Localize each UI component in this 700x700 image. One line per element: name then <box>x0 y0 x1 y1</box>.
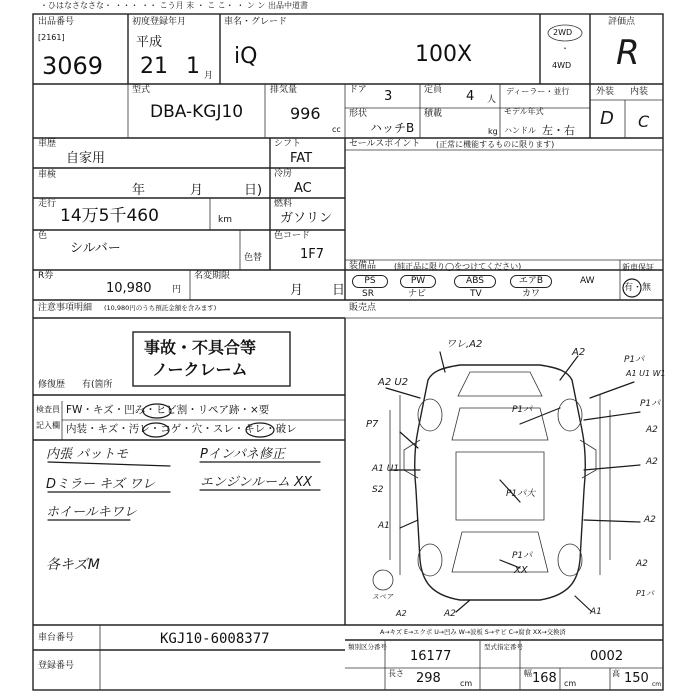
mark-17: P1パ <box>512 551 533 561</box>
displacement-unit: cc <box>332 125 341 134</box>
registration-month: 1 <box>186 54 200 79</box>
recycle-sub: (10,980円のうち預託金額を含みます) <box>104 304 217 312</box>
mark-1: ワレ,A2 <box>446 339 483 350</box>
mark-23: A2 <box>396 609 407 618</box>
color-code: 1F7 <box>300 247 325 262</box>
new-car-label: 新車保証 <box>622 263 654 272</box>
grade-value: R <box>616 33 640 73</box>
dealer-label: ディーラー・並行 <box>506 87 570 96</box>
car-grade: 100X <box>415 42 473 67</box>
dealer-notes-label: 販売点 <box>349 303 377 313</box>
equip-pw: PW <box>400 275 436 288</box>
aircon-value: AC <box>294 181 312 196</box>
sales-point-label: セールスポイント <box>349 139 421 149</box>
mark-2: A2 <box>572 347 586 358</box>
registration-month-unit: 月 <box>204 71 214 81</box>
stamp-line1: 事故・不具合等 <box>144 338 257 357</box>
fuel-value: ガソリン <box>280 211 333 226</box>
mark-8: P7 <box>366 419 379 430</box>
displacement-value: 996 <box>290 104 321 123</box>
color-label: 色 <box>38 231 48 241</box>
stamp-line2: ノークレーム <box>152 360 248 379</box>
inspector-label2: 記入欄 <box>36 421 60 430</box>
inspector-label1: 検査員 <box>36 405 60 414</box>
interior-label: 内装 <box>630 87 649 97</box>
inspection-label: 車検 <box>38 170 57 180</box>
type-label: 型式指定番号 <box>484 643 523 651</box>
grade-label: 評価点 <box>608 17 636 27</box>
equipment-note: (純正品に限り◯をつけてください) <box>394 262 522 271</box>
recycle-unit: 円 <box>172 285 182 295</box>
load-label: 積載 <box>424 109 443 119</box>
displacement-label: 排気量 <box>270 85 298 95</box>
capacity-unit: 人 <box>487 95 497 105</box>
shape-label: 形状 <box>349 109 368 119</box>
car-damage-diagram <box>373 352 640 612</box>
mark-6: P1パ <box>512 405 533 415</box>
inspection-day-unit: 日) <box>244 183 263 198</box>
equip-navi: ナビ <box>408 289 427 299</box>
meigi-label: 名変期限 <box>194 271 231 281</box>
mileage-label: 走行 <box>38 199 57 209</box>
damage-legend: A→キズ E→エクボ U→凹み W→波板 S→サビ C→腐食 XX→交換済 <box>380 629 566 636</box>
mileage-unit: km <box>218 215 232 225</box>
inspection-year-unit: 年 <box>132 183 146 198</box>
equip-sr: SR <box>362 289 374 299</box>
inspection-month-unit: 月 <box>190 183 204 198</box>
mark-5: A2 U2 <box>378 377 409 388</box>
registration-label: 初度登録年月 <box>132 17 187 27</box>
drive-dot: ・ <box>561 44 569 53</box>
length-label: 長さ <box>388 669 404 678</box>
new-car-options: 有・無 <box>624 283 652 293</box>
equipment-label: 装備品 <box>349 261 377 271</box>
car-name-label: 車名・グレード <box>224 17 288 27</box>
equip-tv: TV <box>470 289 482 299</box>
color-change-label: 色替 <box>244 253 263 263</box>
registration-year: 21 <box>140 54 168 79</box>
meigi-day: 日 <box>332 283 346 298</box>
recycle-value: 10,980 <box>106 281 152 296</box>
mark-19: スペア <box>372 593 393 601</box>
recycle-label: R券 <box>38 271 54 281</box>
shift-value: FAT <box>290 151 313 166</box>
drive-2wd: 2WD <box>553 28 573 37</box>
mark-16: A2 <box>636 559 648 569</box>
lot-label: 出品番号 <box>38 17 75 27</box>
reg-number-label: 登録番号 <box>38 661 75 671</box>
registration-era: 平成 <box>136 35 163 50</box>
mileage-value: 14万5千460 <box>60 206 159 226</box>
mark-9: A2 <box>646 425 658 435</box>
lot-number: 3069 <box>42 52 104 80</box>
mark-15: A1 <box>378 521 390 531</box>
handle-label: ハンドル <box>504 126 536 135</box>
chassis-value: KGJ10-6008377 <box>160 631 270 647</box>
drive-4wd: 4WD <box>552 61 572 70</box>
note-4: エンジンルーム XX <box>200 475 312 490</box>
load-unit: kg <box>488 127 498 136</box>
repair-label: 修復歴 <box>38 380 66 390</box>
mark-22: P1パ <box>636 589 654 598</box>
inspector-row1: FW・キズ・凹み・ヒビ割・リペア跡・×要 <box>66 404 270 416</box>
note-3: Dミラー キズ ワレ <box>46 477 156 492</box>
model-label: 型式 <box>132 85 151 95</box>
equip-abs: ABS <box>454 275 496 288</box>
width-label: 幅 <box>524 669 532 678</box>
mark-18: XX <box>514 565 528 576</box>
inspector-row2: 内装・キズ・汚レ・コゲ・穴・スレ・キレ・破レ <box>66 423 297 435</box>
mark-7: P1パ <box>640 399 661 409</box>
aircon-label: 冷房 <box>274 169 293 179</box>
height-unit: cm <box>652 681 662 688</box>
mark-21: A1 <box>590 607 602 617</box>
model-year-label: モデル年式 <box>504 107 544 116</box>
lot-sub: [2161] <box>38 33 65 42</box>
car-name: iQ <box>234 44 258 69</box>
code-label: 類別区分番号 <box>348 643 387 651</box>
mark-20: A2 <box>444 609 456 619</box>
repair-value: 有(箇所 <box>82 380 113 390</box>
note-6: 各キズM <box>46 557 100 573</box>
code-value: 16177 <box>410 649 452 664</box>
model-value: DBA-KGJ10 <box>150 102 244 122</box>
interior-grade: C <box>638 112 650 131</box>
fuel-label: 燃料 <box>274 199 293 209</box>
top-strip: ・ひはなさなさな・ ・・・ ・・ こう月 末 ・ こ こ・ ・ ン ン 出品中道書 <box>40 1 308 10</box>
shift-label: シフト <box>274 139 302 149</box>
meigi-month: 月 <box>290 283 304 298</box>
capacity-value: 4 <box>466 89 475 104</box>
width-value: 168 <box>532 671 557 686</box>
doors-value: 3 <box>384 89 393 104</box>
mark-13: A2 <box>646 457 658 467</box>
height-value: 150 <box>624 671 649 686</box>
note-5: ホイールキワレ <box>46 505 137 520</box>
color-code-label: 色コード <box>274 231 311 241</box>
length-unit: cm <box>460 679 473 688</box>
mark-4: A1 U1 W1 <box>626 369 666 378</box>
sales-point-note: (正常に機能するものに限ります) <box>436 140 555 149</box>
equip-ps: PS <box>352 275 388 288</box>
chassis-label: 車台番号 <box>38 633 75 643</box>
shape-value: ハッチB <box>370 121 415 135</box>
note-1: 内張 パットモ <box>46 447 129 462</box>
usage-value: 自家用 <box>66 151 106 166</box>
equip-leather: カワ <box>522 289 541 299</box>
other-label: 注意事項明細 <box>38 303 93 313</box>
mark-10: A1 U1 <box>372 464 400 474</box>
type-value: 0002 <box>590 649 624 664</box>
doors-label: ドア <box>349 85 367 95</box>
equip-aw: AW <box>580 276 595 286</box>
mark-14: A2 <box>644 515 656 525</box>
mark-3: P1パ <box>624 355 645 365</box>
usage-label: 車歴 <box>38 139 57 149</box>
exterior-label: 外装 <box>596 87 615 97</box>
capacity-label: 定員 <box>424 85 443 95</box>
mark-11: S2 <box>372 485 384 495</box>
handle-value: 左・右 <box>542 124 575 137</box>
color-value: シルバー <box>70 241 121 256</box>
exterior-grade: D <box>600 108 614 129</box>
length-value: 298 <box>416 671 441 686</box>
width-unit: cm <box>564 679 577 688</box>
note-2: Pインパネ修正 <box>200 447 285 462</box>
height-label: 高 <box>612 669 620 678</box>
mark-12: P1パ大 <box>506 489 536 499</box>
equip-airbag: エアB <box>510 275 552 288</box>
